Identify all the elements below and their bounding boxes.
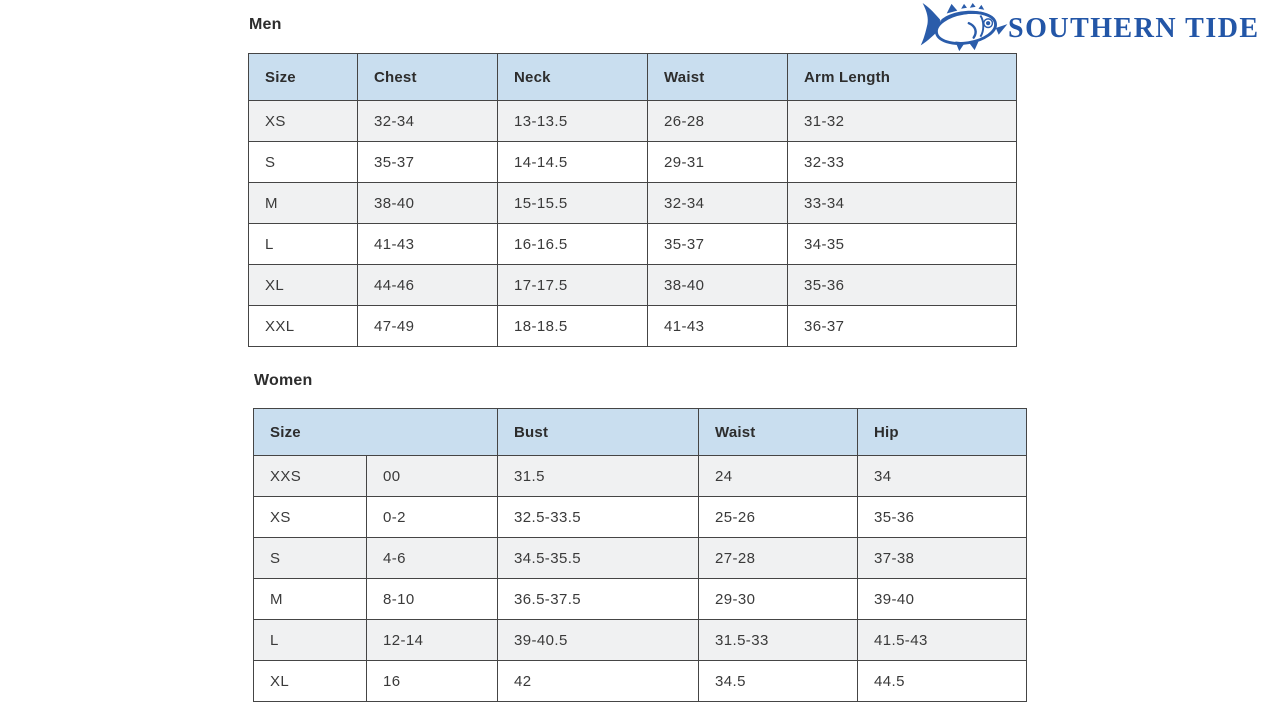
table-cell: S	[254, 538, 367, 579]
table-cell: M	[249, 183, 358, 224]
table-cell: L	[249, 224, 358, 265]
table-cell: 32-34	[358, 101, 498, 142]
table-cell: 31.5-33	[699, 620, 858, 661]
table-cell: 26-28	[648, 101, 788, 142]
table-row	[249, 142, 1017, 183]
women-table-body	[254, 456, 1027, 702]
table-row	[254, 497, 1027, 538]
women-size-table	[253, 408, 1027, 702]
men-size-table	[248, 53, 1017, 347]
table-cell: 34-35	[788, 224, 1017, 265]
skipjack-fish-icon	[920, 2, 1010, 54]
men-section-title: Men	[249, 16, 282, 33]
table-cell: 34.5	[699, 661, 858, 702]
men-column-header-size: Size	[249, 54, 358, 101]
table-row	[249, 101, 1017, 142]
table-cell: XS	[249, 101, 358, 142]
table-cell: 34.5-35.5	[498, 538, 699, 579]
table-cell: 41.5-43	[858, 620, 1027, 661]
women-column-header-bust: Bust	[498, 409, 699, 456]
women-column-header-size: Size	[254, 409, 498, 456]
table-cell: 38-40	[358, 183, 498, 224]
table-row	[254, 620, 1027, 661]
table-cell: XL	[254, 661, 367, 702]
men-table-body	[249, 101, 1017, 347]
table-cell: 14-14.5	[498, 142, 648, 183]
table-cell: 36.5-37.5	[498, 579, 699, 620]
table-cell: 35-36	[858, 497, 1027, 538]
table-cell: 39-40.5	[498, 620, 699, 661]
table-cell: 15-15.5	[498, 183, 648, 224]
table-cell: 34	[858, 456, 1027, 497]
table-cell: 37-38	[858, 538, 1027, 579]
women-column-header-waist: Waist	[699, 409, 858, 456]
table-cell: L	[254, 620, 367, 661]
table-cell: 31.5	[498, 456, 699, 497]
table-cell: XXS	[254, 456, 367, 497]
table-cell: 42	[498, 661, 699, 702]
table-cell: XL	[249, 265, 358, 306]
men-table-header-row	[249, 54, 1017, 101]
table-cell: 00	[367, 456, 498, 497]
southern-tide-logo	[920, 2, 1272, 54]
table-cell: 16-16.5	[498, 224, 648, 265]
table-cell: 41-43	[358, 224, 498, 265]
table-row	[254, 456, 1027, 497]
table-cell: 17-17.5	[498, 265, 648, 306]
table-cell: 35-36	[788, 265, 1017, 306]
table-cell: 41-43	[648, 306, 788, 347]
table-row	[254, 661, 1027, 702]
table-row	[254, 538, 1027, 579]
table-cell: XXL	[249, 306, 358, 347]
table-cell: 31-32	[788, 101, 1017, 142]
table-cell: 8-10	[367, 579, 498, 620]
table-row	[249, 224, 1017, 265]
table-row	[249, 306, 1017, 347]
table-cell: 0-2	[367, 497, 498, 538]
women-table-header-row	[254, 409, 1027, 456]
table-cell: 12-14	[367, 620, 498, 661]
women-section-title: Women	[254, 372, 313, 389]
table-cell: 29-30	[699, 579, 858, 620]
table-cell: 44-46	[358, 265, 498, 306]
table-cell: 32-34	[648, 183, 788, 224]
table-cell: S	[249, 142, 358, 183]
table-cell: 13-13.5	[498, 101, 648, 142]
men-column-header-neck: Neck	[498, 54, 648, 101]
table-cell: 27-28	[699, 538, 858, 579]
table-cell: 36-37	[788, 306, 1017, 347]
table-cell: 35-37	[648, 224, 788, 265]
table-cell: 32-33	[788, 142, 1017, 183]
men-column-header-waist: Waist	[648, 54, 788, 101]
table-cell: 25-26	[699, 497, 858, 538]
table-row	[254, 579, 1027, 620]
table-cell: 16	[367, 661, 498, 702]
table-cell: 35-37	[358, 142, 498, 183]
men-column-header-chest: Chest	[358, 54, 498, 101]
table-cell: 18-18.5	[498, 306, 648, 347]
table-cell: 4-6	[367, 538, 498, 579]
women-column-header-hip: Hip	[858, 409, 1027, 456]
table-cell: 29-31	[648, 142, 788, 183]
table-row	[249, 183, 1017, 224]
table-cell: 39-40	[858, 579, 1027, 620]
table-cell: M	[254, 579, 367, 620]
table-cell: XS	[254, 497, 367, 538]
table-cell: 44.5	[858, 661, 1027, 702]
table-cell: 24	[699, 456, 858, 497]
brand-wordmark: SOUTHERN TIDE	[1008, 13, 1260, 44]
table-cell: 47-49	[358, 306, 498, 347]
table-cell: 32.5-33.5	[498, 497, 699, 538]
men-column-header-arm-length: Arm Length	[788, 54, 1017, 101]
table-row	[249, 265, 1017, 306]
table-cell: 33-34	[788, 183, 1017, 224]
table-cell: 38-40	[648, 265, 788, 306]
